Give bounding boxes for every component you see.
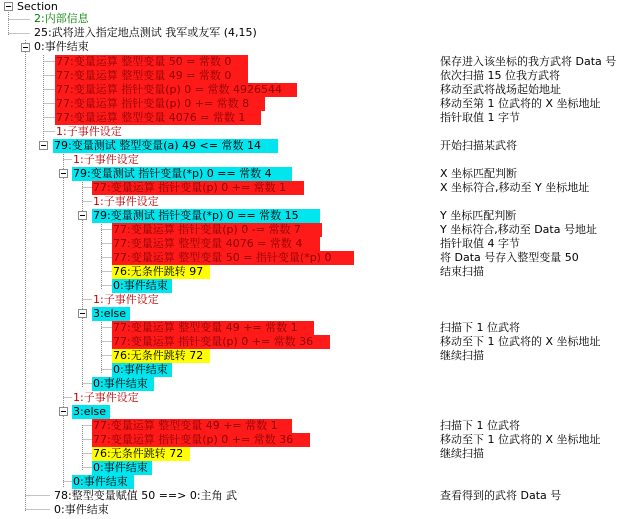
tree-item-trigger[interactable]: 25:武将进入指定地点测试 我军或友军 (4,15) [34, 26, 257, 39]
tree-root-section[interactable]: Section [17, 0, 58, 13]
row-comment: Y 坐标匹配判断 [440, 209, 517, 222]
tree-item-var-op[interactable]: 77:变量运算 整型变量 49 = 常数 0 [55, 69, 248, 83]
collapse-toggle-icon[interactable] [21, 43, 30, 52]
row-comment: 保存进入该坐标的我方武将 Data 号 [440, 55, 617, 68]
row-comment: X 坐标符合,移动至 Y 坐标地址 [440, 181, 590, 194]
row-comment: 结束扫描 [440, 265, 484, 278]
tree-item-else[interactable]: 3:else [72, 405, 110, 419]
row-comment: 指针取值 4 字节 [440, 237, 520, 250]
row-comment: 依次扫描 15 位我方武将 [440, 69, 560, 82]
row-comment: 扫描下 1 位武将 [440, 321, 520, 334]
row-comment: 移动至武将战场起始地址 [440, 83, 561, 96]
tree-item-goto[interactable]: 76:无条件跳转 72 [92, 447, 190, 461]
tree-item-var-op[interactable]: 77:变量运算 整型变量 49 += 常数 1 [92, 419, 292, 433]
row-comment: 扫描下 1 位武将 [440, 419, 520, 432]
tree-item-var-op[interactable]: 77:变量运算 整型变量 49 += 常数 1 [112, 321, 314, 335]
tree-item-goto[interactable]: 76:无条件跳转 72 [112, 349, 210, 363]
tree-item-event-end[interactable]: 0:事件结束 [54, 503, 109, 516]
tree-item-sub-event[interactable]: 1:子事件设定 [73, 391, 139, 404]
row-comment: Y 坐标符合,移动至 Data 号地址 [440, 223, 597, 236]
tree-item-assign[interactable]: 78:整型变量赋值 50 ==> 0:主角 武 [54, 489, 238, 502]
collapse-toggle-icon[interactable] [78, 309, 87, 318]
tree-item-else[interactable]: 3:else [92, 307, 130, 321]
tree-item-var-test[interactable]: 79:变量测试 整型变量(a) 49 <= 常数 14 [53, 139, 278, 153]
collapse-toggle-icon[interactable] [59, 407, 68, 416]
tree-item-goto[interactable]: 76:无条件跳转 97 [112, 265, 210, 279]
tree-item-event-end[interactable]: 0:事件结束 [34, 40, 89, 53]
collapse-toggle-icon[interactable] [4, 2, 13, 11]
tree-item-sub-event[interactable]: 1:子事件设定 [56, 125, 122, 138]
row-comment: 移动至下 1 位武将的 X 坐标地址 [440, 335, 601, 348]
tree-item-event-end[interactable]: 0:事件结束 [112, 363, 172, 377]
row-comment: 指针取值 1 字节 [440, 111, 520, 124]
row-comment: 查看得到的武将 Data 号 [440, 489, 562, 502]
row-comment: 开始扫描某武将 [440, 139, 517, 152]
tree-item-internal-info[interactable]: 2:内部信息 [34, 12, 89, 25]
tree-item-var-op[interactable]: 77:变量运算 指针变量(p) 0 += 常数 36 [112, 335, 330, 349]
row-comment: 继续扫描 [440, 447, 484, 460]
row-comment: 移动至下 1 位武将的 X 坐标地址 [440, 433, 601, 446]
tree-item-sub-event[interactable]: 1:子事件设定 [93, 195, 159, 208]
tree-item-sub-event[interactable]: 1:子事件设定 [73, 153, 139, 166]
tree-item-var-op[interactable]: 77:变量运算 指针变量(p) 0 -= 常数 7 [112, 223, 322, 237]
tree-item-var-op[interactable]: 77:变量运算 整型变量 4076 = 常数 1 [55, 111, 261, 125]
row-comment: 移动至第 1 位武将的 X 坐标地址 [440, 97, 601, 110]
tree-item-var-op[interactable]: 77:变量运算 指针变量(p) 0 += 常数 1 [92, 181, 304, 195]
tree-item-var-op[interactable]: 77:变量运算 指针变量(p) 0 = 常数 4926544 [55, 83, 297, 97]
tree-item-var-test[interactable]: 79:变量测试 指针变量(*p) 0 == 常数 4 [72, 167, 292, 181]
collapse-toggle-icon[interactable] [78, 211, 87, 220]
tree-item-var-op[interactable]: 77:变量运算 整型变量 4076 = 常数 4 [112, 237, 320, 251]
row-comment: X 坐标匹配判断 [440, 167, 518, 180]
tree-item-event-end[interactable]: 0:事件结束 [92, 377, 154, 391]
tree-item-event-end[interactable]: 0:事件结束 [112, 279, 172, 293]
tree-item-event-end[interactable]: 0:事件结束 [92, 461, 152, 475]
tree-item-event-end[interactable]: 0:事件结束 [72, 475, 134, 489]
collapse-toggle-icon[interactable] [39, 141, 48, 150]
tree-item-var-op[interactable]: 77:变量运算 整型变量 50 = 常数 0 [55, 55, 248, 69]
tree-item-var-test[interactable]: 79:变量测试 指针变量(*p) 0 == 常数 15 [92, 209, 320, 223]
tree-item-sub-event[interactable]: 1:子事件设定 [93, 293, 159, 306]
tree-item-var-op[interactable]: 77:变量运算 整型变量 50 = 指针变量(*p) 0 [112, 251, 354, 265]
collapse-toggle-icon[interactable] [59, 169, 68, 178]
tree-item-var-op[interactable]: 77:变量运算 指针变量(p) 0 += 常数 36 [92, 433, 310, 447]
row-comment: 将 Data 号存入整型变量 50 [440, 251, 579, 264]
tree-item-var-op[interactable]: 77:变量运算 指针变量(p) 0 += 常数 8 [55, 97, 265, 111]
row-comment: 继续扫描 [440, 349, 484, 362]
